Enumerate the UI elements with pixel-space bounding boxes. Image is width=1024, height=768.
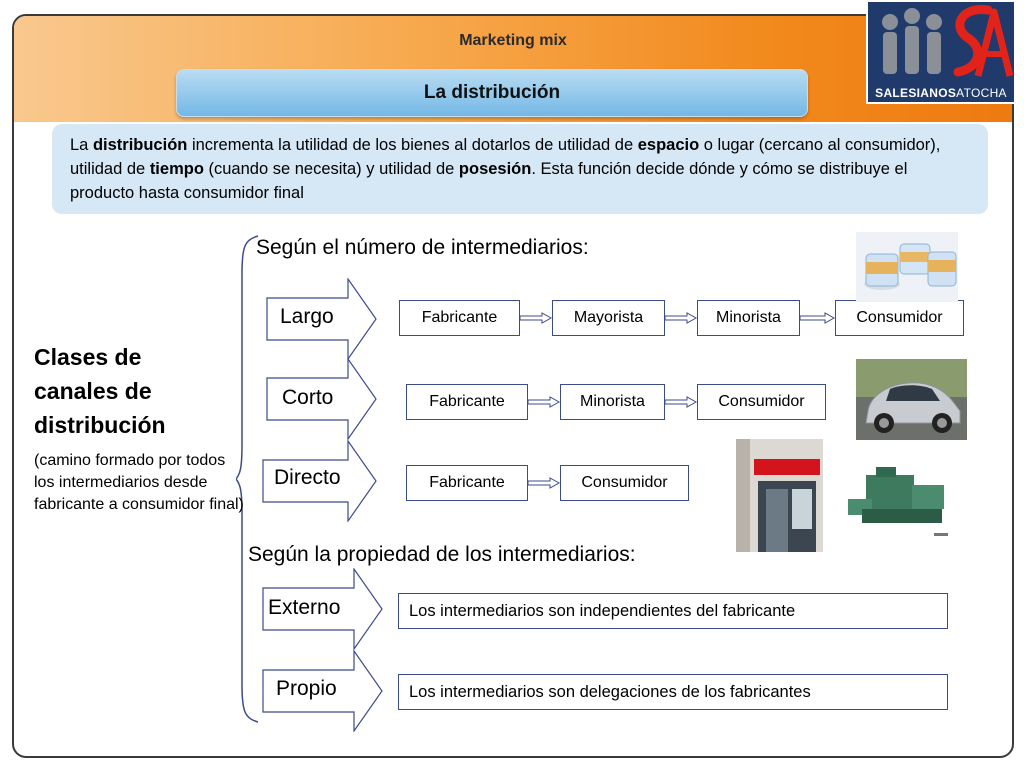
bank-branch-icon	[736, 439, 823, 552]
directo-node-consumidor: Consumidor	[560, 465, 689, 501]
externo-description: Los intermediarios son independientes del fabricante	[398, 593, 948, 629]
intro-keyword: posesión	[458, 160, 532, 178]
heading-by-number: Según el número de intermediarios:	[256, 236, 589, 259]
industrial-machine-icon	[846, 463, 950, 539]
directo-node-fabricante: Fabricante	[406, 465, 528, 501]
intro-run: incrementa la utilidad de los bienes al dotarlos de utilidad de	[187, 136, 638, 154]
side-title: Clases de canales de distribución	[34, 344, 166, 438]
logo-caption: SALESIANOSATOCHA	[875, 86, 1007, 100]
channel-label-corto: Corto	[282, 386, 334, 409]
intro-run: (cuando se necesita) y utilidad de	[203, 160, 459, 178]
side-note: (camino formado por todos los intermediarios desde fabricante a consumidor final)	[34, 452, 244, 513]
heading-by-ownership: Según la propiedad de los intermediarios:	[248, 543, 636, 566]
arrow-largo-1	[520, 313, 551, 323]
yogurt-pack-icon	[856, 232, 958, 302]
largo-node-fabricante: Fabricante	[399, 300, 520, 336]
corto-node-minorista: Minorista	[560, 384, 665, 420]
arrow-largo-3	[800, 313, 834, 323]
intro-run: La	[70, 136, 93, 154]
car-icon	[856, 359, 967, 440]
channel-label-largo: Largo	[280, 305, 334, 328]
intro-keyword: tiempo	[149, 160, 204, 178]
page-title: Marketing mix	[459, 32, 567, 49]
intro-run: . Esta función decide dónde y cómo se distribuye el producto hasta consumidor final	[70, 160, 908, 202]
channel-label-propio: Propio	[276, 677, 337, 700]
corto-node-fabricante: Fabricante	[406, 384, 528, 420]
largo-node-minorista: Minorista	[697, 300, 800, 336]
channel-label-externo: Externo	[268, 596, 341, 619]
corto-node-consumidor: Consumidor	[697, 384, 826, 420]
largo-node-mayorista: Mayorista	[552, 300, 665, 336]
propio-description: Los intermediarios son delegaciones de los fabricantes	[398, 674, 948, 710]
arrow-directo-1	[528, 478, 559, 488]
largo-node-consumidor: Consumidor	[835, 300, 964, 336]
arrow-largo-2	[665, 313, 696, 323]
intro-keyword: distribución	[92, 136, 188, 154]
channel-label-directo: Directo	[274, 466, 341, 489]
intro-run: o lugar (cercano al consumidor), utilidad de	[70, 136, 941, 178]
arrow-corto-1	[528, 397, 559, 407]
arrow-corto-2	[665, 397, 696, 407]
subtitle: La distribución	[423, 82, 561, 103]
intro-keyword: espacio	[637, 136, 700, 154]
